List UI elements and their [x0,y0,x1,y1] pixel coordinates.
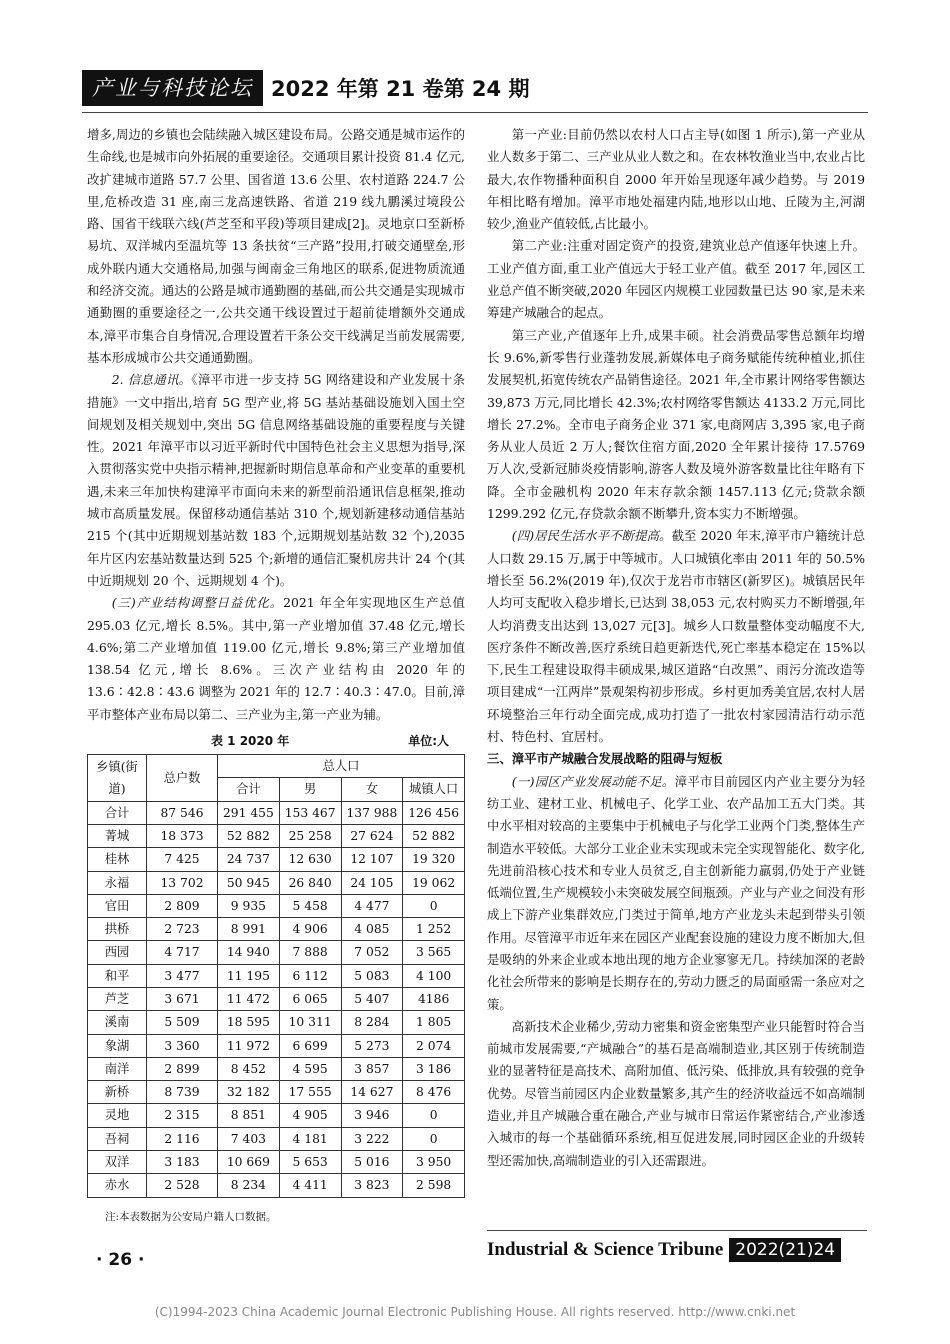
table-cell: 11 195 [218,964,280,987]
table-cell: 双洋 [88,1151,147,1174]
table-cell: 3 565 [403,941,465,964]
table-cell: 4 595 [279,1057,341,1080]
body-paragraph [487,771,865,1016]
body-paragraph [487,525,865,748]
table-cell: 6 112 [279,964,341,987]
table-cell: 拱桥 [88,918,147,941]
table-cell: 4 906 [279,918,341,941]
table-cell: 10 311 [279,1011,341,1034]
table-cell: 52 882 [403,824,465,847]
table-cell: 4 717 [147,941,218,964]
table-cell: 7 052 [341,941,403,964]
table-cell: 11 972 [218,1034,280,1057]
table-cell: 4 085 [341,918,403,941]
table-cell: 0 [403,1104,465,1127]
table-cell: 8 476 [403,1081,465,1104]
body-paragraph: 高新技术企业稀少,劳动力密集和资金密集型产业只能暂时符合当前城市发展需要,“产城融合”的基石是高端制造业,其区别于传统制造业的显著特征是高技术、高附加值、低污染、低排放,具有较强的竞争优势。尽管当前园区内企业数量繁多,其产生的经济收益远不如高端制造业,并且产城融合重在融合,产业与城市日常运作紧密结合,产业渗透入城市的每一个基础循环系统,相互促进发展,同时园区企业的升级转型还需加快,高端制造业的引入还需跟进。 [487,1018,865,1168]
table-cell: 3 857 [341,1057,403,1080]
table-cell: 0 [403,894,465,917]
table-cell: 17 555 [279,1081,341,1104]
col-head-female: 女 [341,778,403,801]
table-cell: 菁城 [88,824,147,847]
table-cell: 87 546 [147,801,218,824]
table-caption [87,728,465,754]
table-cell: 8 991 [218,918,280,941]
table-cell: 3 477 [147,964,218,987]
table-cell: 137 988 [341,801,403,824]
table-row [88,871,465,894]
table-cell: 24 737 [218,848,280,871]
table-cell: 1 252 [403,918,465,941]
copyright-notice: (C)1994-2023 China Academic Journal Electronic Publishing House. All rights reserved. http://www.cnki.net [154,1305,796,1319]
table-row [88,964,465,987]
table-cell: 西园 [88,941,147,964]
body-paragraph: 第二产业:注重对固定资产的投资,建筑业总产值逐年快速上升。工业产值方面,重工业产值远大于轻工业产值。截至 2017 年,园区工业总产值不断突破,2020 年园区内规模工业园数量已达 90 家,是未来筹建产城融合的起点。 [487,238,865,321]
table-cell: 南洋 [88,1057,147,1080]
table-cell: 8 739 [147,1081,218,1104]
table-cell: 4186 [403,987,465,1010]
table-cell: 8 452 [218,1057,280,1080]
table-cell: 3 950 [403,1151,465,1174]
table-cell: 赤水 [88,1174,147,1197]
col-head-population: 总人口 [218,755,465,778]
table-cell: 52 882 [218,824,280,847]
table-cell: 18 595 [218,1011,280,1034]
table-cell: 2 598 [403,1174,465,1197]
table-cell: 19 062 [403,871,465,894]
table-cell: 4 411 [279,1174,341,1197]
table-cell: 6 699 [279,1034,341,1057]
table-cell: 126 456 [403,801,465,824]
table-row [88,894,465,917]
table-note: 注:本表数据为公安局户籍人口数据。 [105,1210,277,1223]
table-cell: 0 [403,1127,465,1150]
table-cell: 永福 [88,871,147,894]
table-cell: 25 258 [279,824,341,847]
col-head-urban: 城镇人口 [403,778,465,801]
table-cell: 5 458 [279,894,341,917]
table-row [88,1127,465,1150]
table-cell: 8 234 [218,1174,280,1197]
header-divider [82,112,868,113]
table-cell: 5 407 [341,987,403,1010]
table-cell: 7 403 [218,1127,280,1150]
table-cell: 溪南 [88,1011,147,1034]
journal-english-name: Industrial & Science Tribune [487,1239,724,1260]
table-cell: 32 182 [218,1081,280,1104]
issue-code: 2022(21)24 [729,1238,841,1262]
issue-label: 2022 年第 21 卷第 24 期 [271,77,530,101]
table-cell: 11 472 [218,987,280,1010]
table-row [88,824,465,847]
table-cell: 3 222 [341,1127,403,1150]
table-cell: 3 823 [341,1174,403,1197]
body-paragraph [87,369,465,592]
left-column [87,124,465,1228]
table-cell: 8 851 [218,1104,280,1127]
paragraph-body: 漳平市目前园区内产业主要分为轻纺工业、建材工业、机械电子、化学工业、农产品加工五大门类。其中水平相对较高的主要集中于机械电子与化学工业两个门类,整体生产制造水平较低。大部分工业企业未实现或未完全实现智能化、数字化,先进前沿核心技术和专业人员贫乏,自主创新能力羸弱,仍处于产业链低端位置,生产规模较小未突破发展空间瓶颈。产业与产业之间没有形成上下游产业集群效应,门类过于简单,地方产业龙头未起到带头引领作用。尽管漳平市近年来在园区产业配套设施的建设力度不断加大,但是吸纳的外来企业或本地出现的地方企业寥寥无几。持续加深的老龄化社会所带来的影响是长期存在的,劳动力匮乏的局面亟需一条应对之策。 [487,773,866,1012]
table-cell: 2 074 [403,1034,465,1057]
table-cell: 新桥 [88,1081,147,1104]
table-row [88,801,465,824]
table-cell: 8 284 [341,1011,403,1034]
col-head-households: 总户数 [147,755,218,802]
body-paragraph: 第三产业,产值逐年上升,成果丰硕。社会消费品零售总额年均增长 9.6%,新零售行业蓬勃发展,新媒体电子商务赋能传统种植业,抓住发展契机,拓宽传统农产品销售途径。2021 年,全市累计网络零售额达 39,873 万元,同比增长 42.3%;农村网络零售额达 4133.2 万元,同比增长 27.2%。全市电子商务企业 371 家,电商网店 3,395 家,电子商务从业人员近 2 万人;餐饮住宿方面,2020 全年累计接待 17.5769 万人次,受新冠肺炎疫情影响,游客人数及境外游客数量比往年略有下降。全市金融机构 2020 年末存款余额 1457.113 亿元;贷款余额 1299.292 亿元,存贷款余额不断攀升,资本实力不断增强。 [487,327,865,522]
table-cell: 吾祠 [88,1127,147,1150]
col-head-total: 合计 [218,778,280,801]
col-head-town: 乡镇(街道) [88,755,147,802]
table-cell: 14 627 [341,1081,403,1104]
table-cell: 6 065 [279,987,341,1010]
table-cell: 2 723 [147,918,218,941]
table-cell: 4 905 [279,1104,341,1127]
table-cell: 3 183 [147,1151,218,1174]
table-row [88,987,465,1010]
table-cell: 和平 [88,964,147,987]
paragraph-body: 截至 2020 年末,漳平市户籍统计总人口数 29.15 万,属于中等城市。人口城镇化率由 2011 年的 50.5%增长至 56.2%(2019 年),仅次于龙岩市市辖区(新罗区)。城镇居民年人均可支配收入稳步增长,已达到 38,053 元,农村购买力不断增强,年人均消费支出达到 13,027 元[3]。城乡人口数量整体变动幅度不大,医疗条件不断改善,医疗系统日趋更新迭代,死亡率基本稳定在 15%以下,民生工程建设取得丰硕成果,城区道路“白改黑”、雨污分流改造等项目建成“一江两岸”景观架构初步形成。乡村更加秀美宜居,农村人居环境整治三年行动全面完成,成功打造了一批农村家园清洁行动示范村、特色村、宜居村。 [487,528,865,745]
right-column [487,124,865,1172]
table-cell: 象湖 [88,1034,147,1057]
table-cell: 5 273 [341,1034,403,1057]
footer-divider [487,1230,867,1231]
journal-name: 产业与科技论坛 [82,70,263,106]
table-cell: 灵地 [88,1104,147,1127]
table-cell: 19 320 [403,848,465,871]
table-cell: 4 477 [341,894,403,917]
body-paragraph [87,592,465,726]
table-cell: 4 100 [403,964,465,987]
table-cell: 5 016 [341,1151,403,1174]
table-cell: 14 940 [218,941,280,964]
table-row [88,941,465,964]
table-cell: 12 630 [279,848,341,871]
table-row [88,1011,465,1034]
footer-journal [487,1238,841,1262]
table-cell: 芦芝 [88,987,147,1010]
table-cell: 9 935 [218,894,280,917]
paragraph-lead: (四)居民生活水平不断提高。 [511,528,672,544]
table-cell: 3 186 [403,1057,465,1080]
table-cell: 4 181 [279,1127,341,1150]
table-cell: 3 671 [147,987,218,1010]
table-row [88,1151,465,1174]
table-cell: 2 116 [147,1127,218,1150]
table-cell: 官田 [88,894,147,917]
table-cell: 7 425 [147,848,218,871]
paragraph-lead: (一)园区产业发展动能不足。 [511,773,675,789]
table-cell: 2 809 [147,894,218,917]
table-cell: 291 455 [218,801,280,824]
population-table [87,754,465,1198]
table-cell: 27 624 [341,824,403,847]
table-cell: 26 840 [279,871,341,894]
table-row [88,1104,465,1127]
table-cell: 5 509 [147,1011,218,1034]
table-cell: 2 315 [147,1104,218,1127]
table-row [88,848,465,871]
body-paragraph: 增多,周边的乡镇也会陆续融入城区建设布局。公路交通是城市运作的生命线,也是城市向外拓展的重要途径。交通项目累计投资 81.4 亿元,改扩建城市道路 57.7 公里、国省道 13.6 公里、农村道路 224.7 公里,危桥改造 31 座,南三龙高速铁路、省道 219 线九鹏溪过境段公路、国省干线联六线(芦芝至和平段)等项目建成[2]。灵地京口至新桥易坑、双洋城内至温坑等 13 条扶贫“三产路”投用,打破交通壁垒,形成外联内通大交通格局,加强与闽南金三角地区的联系,促进物质流通和经济交流。通达的公路是城市通勤圈的基础,而公共交通是实现城市通勤圈的重要途径之一,公共交通干线设置过于超前徒增额外交通成本,漳平市集合自身情况,合理设置若干条公交干线满足当前发展需要,基本形成城市公共交通通勤圈。 [87,127,465,365]
paragraph-body: 2021 年全年实现地区生产总值 295.03 亿元,增长 8.5%。其中,第一产业增加值 37.48 亿元,增长 4.6%;第二产业增加值 119.00 亿元,增长 9.8%;第三产业增加值 138.54 亿元,增长 8.6%。三次产业结构由 2020 年的 13.6∶42.8∶43.6 调整为 2021 年的 12.7∶40.3∶47.0。目前,漳平市整体产业布局以第二、三产业为主,第一产业为辅。 [87,595,465,722]
paragraph-lead: (三)产业结构调整日益优化。 [111,595,284,611]
table-unit: 单位:人 [408,734,449,749]
paragraph-lead: 2. 信息通讯。 [111,372,192,388]
table-cell: 153 467 [279,801,341,824]
table-cell: 3 360 [147,1034,218,1057]
table-cell: 1 805 [403,1011,465,1034]
table-row [88,1081,465,1104]
table-cell: 3 946 [341,1104,403,1127]
table-title: 表 1 2020 年 [211,734,290,749]
col-head-male: 男 [279,778,341,801]
table-row [88,1034,465,1057]
table-cell: 5 083 [341,964,403,987]
table-cell: 桂林 [88,848,147,871]
table-cell: 2 899 [147,1057,218,1080]
table-cell: 合计 [88,801,147,824]
paragraph-body: 《漳平市进一步支持 5G 网络建设和产业发展十条措施》一文中指出,培育 5G 型产业,将 5G 基站基础设施划入国土空间规划及相关规划中,突出 5G 信息网络基础设施的重要程度与关键性。2021 年漳平市以习近平新时代中国特色社会主义思想为指导,深入贯彻落实党中央指示精神,把握新时期信息革命和产业变革的重要机遇,未来三年加快构建漳平市面向未来的新型前沿通讯信息框架,推动城市高质量发展。保留移动通信基站 310 个,规划新建移动通信基站 215 个(其中近期规划基站数 183 个,远期规划基站数 32 个),2035 年片区内宏基站数量达到 525 个;新增的通信汇聚机房共计 24 个(其中近期规划 20 个、远期规划 4 个)。 [87,372,465,588]
table-row [88,918,465,941]
table-cell: 50 945 [218,871,280,894]
table-cell: 2 528 [147,1174,218,1197]
table-cell: 18 373 [147,824,218,847]
page-number: · 26 · [96,1250,145,1270]
table-cell: 7 888 [279,941,341,964]
table-cell: 12 107 [341,848,403,871]
body-paragraph: 第一产业:目前仍然以农村人口占主导(如图 1 所示),第一产业从业人数多于第二、三产业从业人数之和。在农林牧渔业当中,农业占比最大,农作物播种面积自 2000 年开始呈现逐年减少趋势。与 2019 年相比略有增加。漳平市地处福建内陆,地形以山地、丘陵为主,河湖较少,渔业产值较低,占比最小。 [487,127,865,232]
table-cell: 10 669 [218,1151,280,1174]
section-heading: 三、漳平市产城融合发展战略的阻碍与短板 [487,751,723,767]
table-row [88,1174,465,1197]
table-cell: 24 105 [341,871,403,894]
page-header [82,70,529,106]
table-body [88,801,465,1197]
table-row [88,1057,465,1080]
table-cell: 5 653 [279,1151,341,1174]
table-cell: 13 702 [147,871,218,894]
